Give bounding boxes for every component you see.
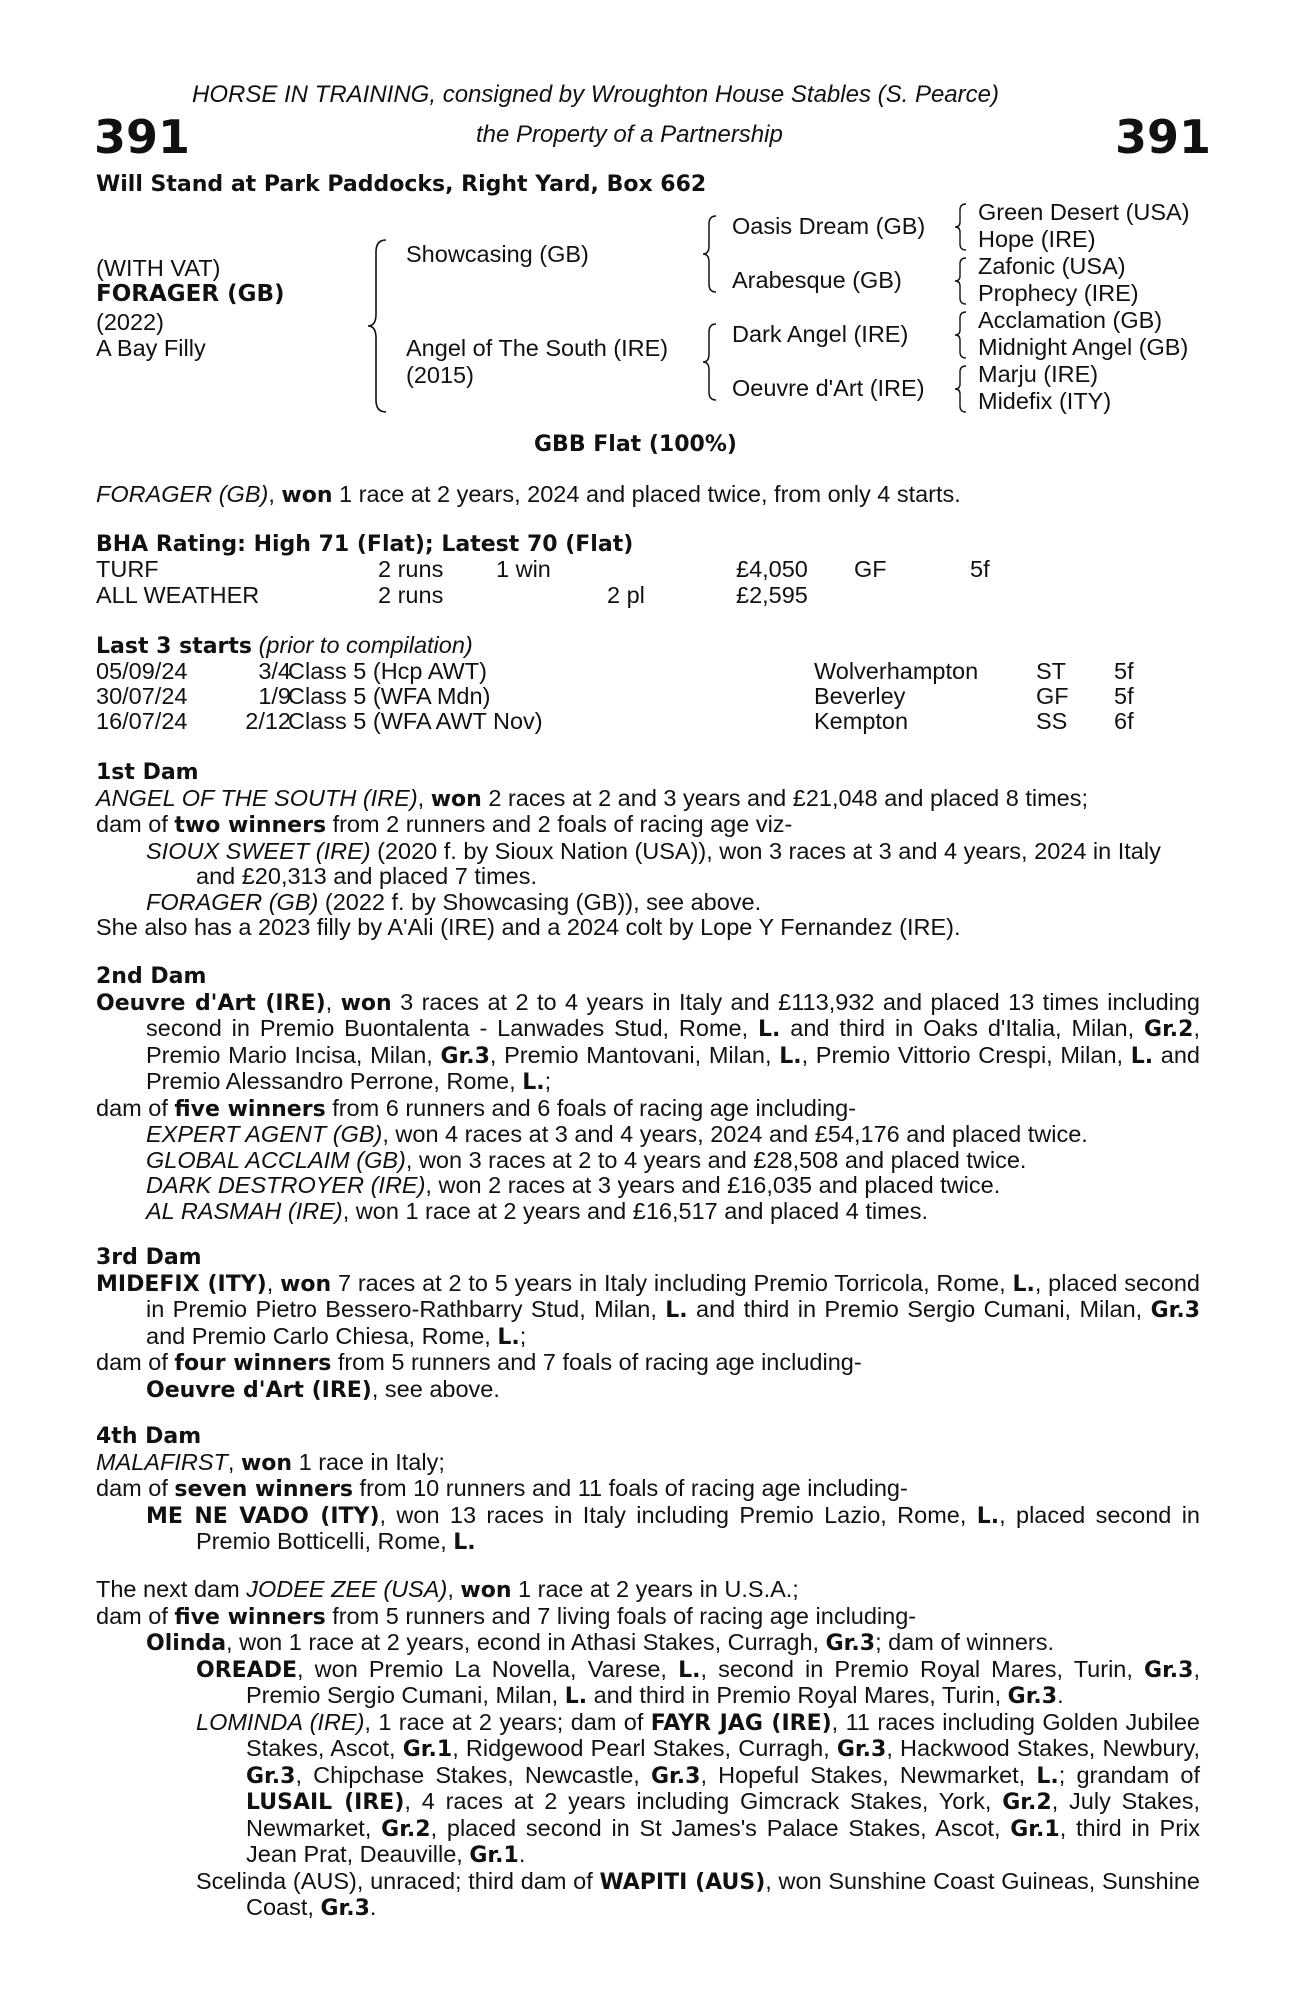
second-dam-section [96,964,1200,1224]
pedigree-brace-main [364,238,394,414]
gg-8: Midefix (ITY) [978,388,1112,414]
dam-name: Angel of The South (IRE) [406,335,669,361]
produce-entry: OREADE, won Premio La Novella, Varese, L., second in Premio Royal Mares, Turin, Gr.3, Premio Sergio Cumani, Milan, L. and third in Premio Royal Mares, Turin, Gr.3. [196,1655,1200,1709]
horse-description: A Bay Filly [96,335,206,361]
rating-title: BHA Rating: High 71 (Flat); Latest 70 (Flat) [96,532,634,557]
next-dam-produce-summary: dam of five winners from 5 runners and 7 living foals of racing age including- [96,1602,917,1630]
gg-3: Zafonic (USA) [978,253,1126,279]
produce-entry: FORAGER (GB) (2022 f. by Showcasing (GB)), see above. [146,888,762,915]
lot-number-left: 391 [94,110,191,164]
third-dam-heading: 3rd Dam [96,1245,202,1270]
gg-4: Prophecy (IRE) [978,280,1139,306]
produce-entry: Scelinda (AUS), unraced; third dam of WAPITI (AUS), won Sunshine Coast Guineas, Sunshine Coast, Gr.3. [196,1867,1200,1921]
first-dam-footer: She also has a 2023 filly by A'Ali (IRE) and a 2024 colt by Lope Y Fernandez (IRE). [96,914,961,940]
pedigree-brace-dam [700,322,722,402]
first-dam-heading: 1st Dam [96,760,199,785]
third-dam-produce-summary: dam of four winners from 5 runners and 7 foals of racing age including- [96,1349,862,1376]
second-dam-heading: 2nd Dam [96,964,207,989]
gg-7: Marju (IRE) [978,361,1099,387]
third-dam-section [96,1245,1200,1403]
fourth-dam-produce-summary: dam of seven winners from 10 runners and 11 foals of racing age including- [96,1475,908,1502]
pedigree-brace-gg1 [952,202,972,252]
gg-1: Green Desert (USA) [978,199,1190,225]
horse-name: FORAGER (GB) [96,281,285,307]
produce-entry: LOMINDA (IRE), 1 race at 2 years; dam of FAYR JAG (IRE), 11 races including Golden Jubilee Stakes, Ascot, Gr.1, Ridgewood Pearl Stakes, Curragh, Gr.3, Hackwood Stakes, Newbury, Gr.3, Chipchase Stakes, Newcastle, Gr.3, Hopeful Stakes, Newmarket, L.; grandam of LUSAIL (IRE), 4 races at 2 years including Gimcrack Stakes, York, Gr.2, July Stakes, Newmarket, Gr.2, placed second in St James's Palace Stakes, Ascot, Gr.1, third in Prix Jean Prat, Deauville, Gr.1. [196,1708,1201,1868]
produce-entry: EXPERT AGENT (GB), won 4 races at 3 and 4 years, 2024 and £54,176 and placed twice. [146,1121,1088,1147]
first-dam-record: ANGEL OF THE SOUTH (IRE), won 2 races at 2 and 3 years and £21,048 and placed 8 times; [96,784,1089,812]
gg-6: Midnight Angel (GB) [978,334,1189,360]
horse-year: (2022) [96,309,164,335]
granddam-maternal: Oeuvre d'Art (IRE) [732,375,925,401]
grandsire-paternal: Oasis Dream (GB) [732,213,926,239]
pedigree-brace-sire [700,214,722,294]
produce-entry: GLOBAL ACCLAIM (GB), won 3 races at 2 to 4 years and £28,508 and placed twice. [146,1146,1027,1173]
third-dam-record: MIDEFIX (ITY), won 7 races at 2 to 5 years in Italy including Premio Torricola, Rome, L., placed second in Premio Pietro Bessero-Rathbarry Stud, Milan, L. and third in Premio Sergio Cumani, Milan, Gr.3 and Premio Carlo Chiesa, Rome, L.; [96,1269,1201,1350]
first-dam-produce-summary: dam of two winners from 2 runners and 2 foals of racing age viz- [96,811,793,838]
pedigree-brace-gg4 [952,364,972,414]
sire-name: Showcasing (GB) [406,241,589,267]
pedigree-brace-gg3 [952,310,972,360]
produce-entry: ME NE VADO (ITY), won 13 races in Italy including Premio Lazio, Rome, L., placed second in Premio Botticelli, Rome, L. [146,1501,1200,1555]
produce-entry: SIOUX SWEET (IRE) (2020 f. by Sioux Nation (USA)), won 3 races at 3 and 4 years, 2024 in Italy and £20,313 and placed 7 times. [146,837,1161,889]
consignor-line: HORSE IN TRAINING, consigned by Wroughton House Stables (S. Pearce) [192,81,999,108]
second-dam-produce-summary: dam of five winners from 6 runners and 6 foals of racing age including- [96,1094,857,1122]
fourth-dam-section [96,1424,1200,1556]
gbb-label: GBB Flat (100%) [534,432,737,457]
produce-entry: AL RASMAH (IRE), won 1 race at 2 years and £16,517 and placed 4 times. [146,1197,929,1224]
second-dam-record: Oeuvre d'Art (IRE), won 3 races at 2 to 4 years in Italy and £113,932 and placed 13 times including second in Premio Buontalenta - Lanwades Stud, Rome, L. and third in Oaks d'Italia, Milan, Gr.2, Premio Mario Incisa, Milan, Gr.3, Premio Mantovani, Milan, L., Premio Vittorio Crespi, Milan, L. and Premio Alessandro Perrone, Rome, L.; [96,988,1200,1095]
fourth-dam-record: MALAFIRST, won 1 race in Italy; [96,1448,445,1476]
next-dam-section [96,1577,1200,1922]
fourth-dam-heading: 4th Dam [96,1424,202,1449]
last3-title: Last 3 starts (prior to compilation) [96,632,473,659]
dam-year: (2015) [406,362,474,388]
location-line: Will Stand at Park Paddocks, Right Yard, Box 662 [96,172,707,197]
first-dam-section [96,760,1200,941]
vat-label: (WITH VAT) [96,255,221,281]
gg-5: Acclamation (GB) [978,307,1163,333]
property-line: the Property of a Partnership [476,121,783,148]
lot-number-right: 391 [1115,110,1212,164]
grandsire-maternal: Dark Angel (IRE) [732,321,909,347]
race-summary: FORAGER (GB), won 1 race at 2 years, 2024 and placed twice, from only 4 starts. [96,481,961,508]
pedigree-brace-gg2 [952,256,972,306]
gg-2: Hope (IRE) [978,226,1096,252]
next-dam-record: The next dam JODEE ZEE (USA), won 1 race at 2 years in U.S.A.; [96,1576,799,1603]
produce-entry: Olinda, won 1 race at 2 years, econd in Athasi Stakes, Curragh, Gr.3; dam of winners. [146,1629,1054,1656]
produce-entry: DARK DESTROYER (IRE), won 2 races at 3 years and £16,035 and placed twice. [146,1172,1001,1198]
granddam-paternal: Arabesque (GB) [732,267,902,293]
produce-entry: Oeuvre d'Art (IRE), see above. [146,1375,500,1403]
